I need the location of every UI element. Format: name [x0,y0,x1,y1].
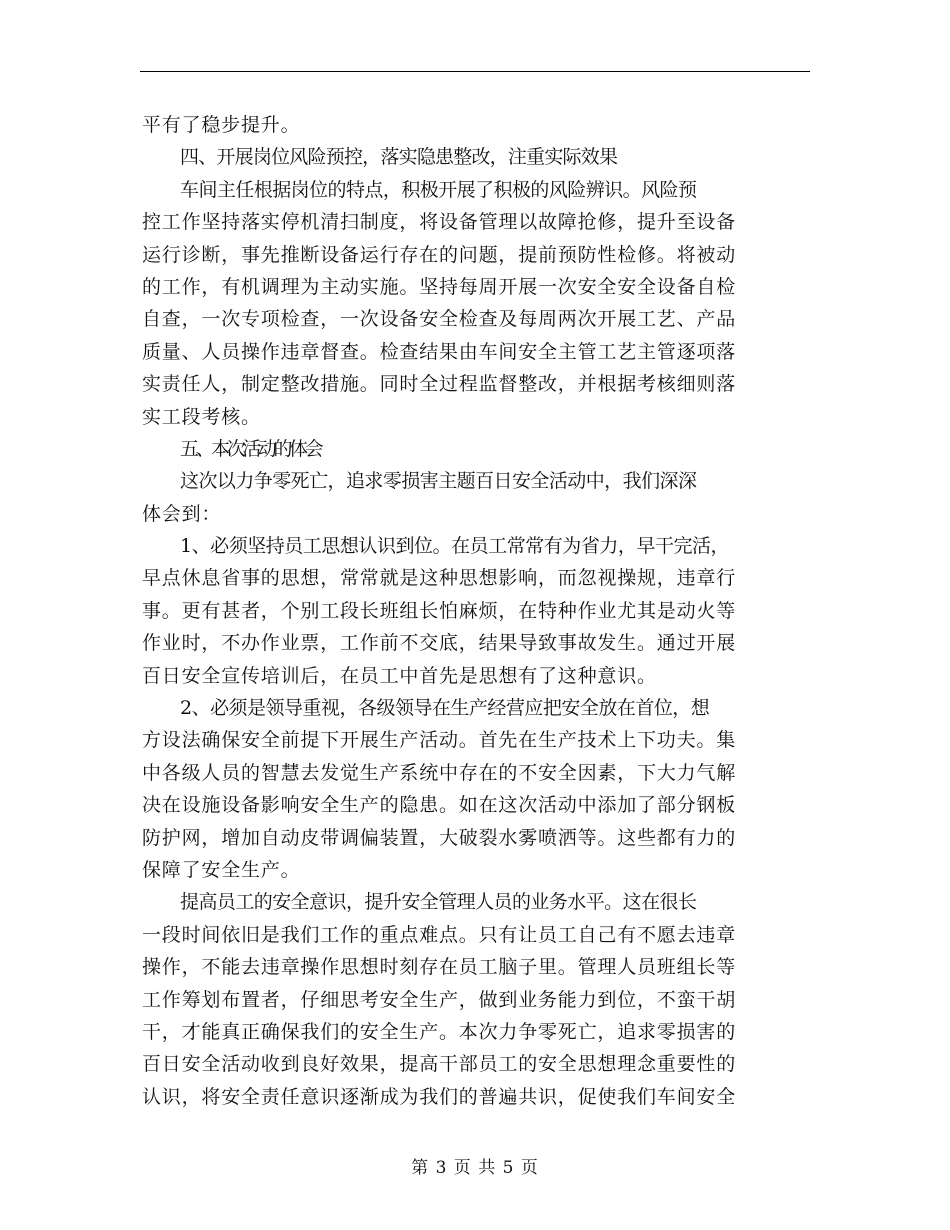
text-line: 的工作，有机调理为主动实施。坚持每周开展一次安全安全设备自检 [142,275,737,298]
page-footer: 第 3 页 共 5 页 [411,1158,539,1178]
text-line: 作业时，不办作业票，工作前不交底，结果导致事故发生。通过开展 [142,632,737,655]
text-line: 1、必须坚持员工思想认识到位。在员工常常有为省力，早干完活， [180,535,730,558]
text-line: 工作筹划布置者，仔细思考安全生产，做到业务能力到位，不蛮干胡 [142,988,737,1011]
text-line: 决在设施设备影响安全生产的隐患。如在这次活动中添加了部分钢板 [142,794,737,817]
text-line: 早点休息省事的思想，常常就是这种思想影响，而忽视操规，违章行 [142,567,737,590]
text-line: 百日安全活动收到良好效果，提高干部员工的安全思想理念重要性的 [142,1053,737,1076]
text-line: 实工段考核。 [142,405,261,428]
text-line: 百日安全宣传培训后，在员工中首先是思想有了这种意识。 [142,664,657,687]
text-line: 这次以力争零死亡，追求零损害主题百日安全活动中，我们深深 [180,470,697,493]
text-line: 实责任人，制定整改措施。同时全过程监督整改，并根据考核细则落 [142,373,737,396]
text-line: 质量、人员操作违章督查。检查结果由车间安全主管工艺主管逐项落 [142,340,737,363]
text-line: 五、本次活动的体会 [180,437,321,460]
header-rule [140,71,810,72]
text-line: 操作，不能去违章操作思想时刻存在员工脑子里。管理人员班组长等 [142,956,737,979]
text-line: 2、必须是领导重视，各级领导在生产经营应把安全放在首位，想 [180,697,710,720]
text-line: 体会到： [142,502,222,525]
text-line: 提高员工的安全意识，提升安全管理人员的业务水平。这在很长 [180,891,697,914]
text-line: 事。更有甚者，个别工段长班组长怕麻烦，在特种作业尤其是动火等 [142,599,737,622]
text-line: 干，才能真正确保我们的安全生产。本次力争零死亡，追求零损害的 [142,1020,737,1043]
text-line: 方设法确保安全前提下开展生产活动。首先在生产技术上下功夫。集 [142,729,737,752]
body-text [142,109,810,1113]
text-line: 车间主任根据岗位的特点，积极开展了积极的风险辨识。风险预 [180,178,697,201]
text-line: 运行诊断，事先推断设备运行存在的问题，提前预防性检修。将被动 [142,243,737,266]
text-line: 平有了稳步提升。 [142,114,301,136]
text-line: 防护网，增加自动皮带调偏装置，大破裂水雾喷洒等。这些都有力的 [142,826,737,849]
text-line: 一段时间依旧是我们工作的重点难点。只有让员工自己有不愿去违章 [142,923,737,946]
text-line: 保障了安全生产。 [142,858,301,881]
text-line: 四、开展岗位风险预控，落实隐患整改，注重实际效果 [180,146,618,169]
text-line: 中各级人员的智慧去发觉生产系统中存在的不安全因素，下大力气解 [142,761,737,784]
text-line: 控工作坚持落实停机清扫制度，将设备管理以故障抢修，提升至设备 [142,211,737,234]
text-line: 自查，一次专项检查，一次设备安全检查及每周两次开展工艺、产品 [142,308,737,331]
text-line: 认识，将安全责任意识逐渐成为我们的普遍共识，促使我们车间安全 [142,1085,737,1108]
